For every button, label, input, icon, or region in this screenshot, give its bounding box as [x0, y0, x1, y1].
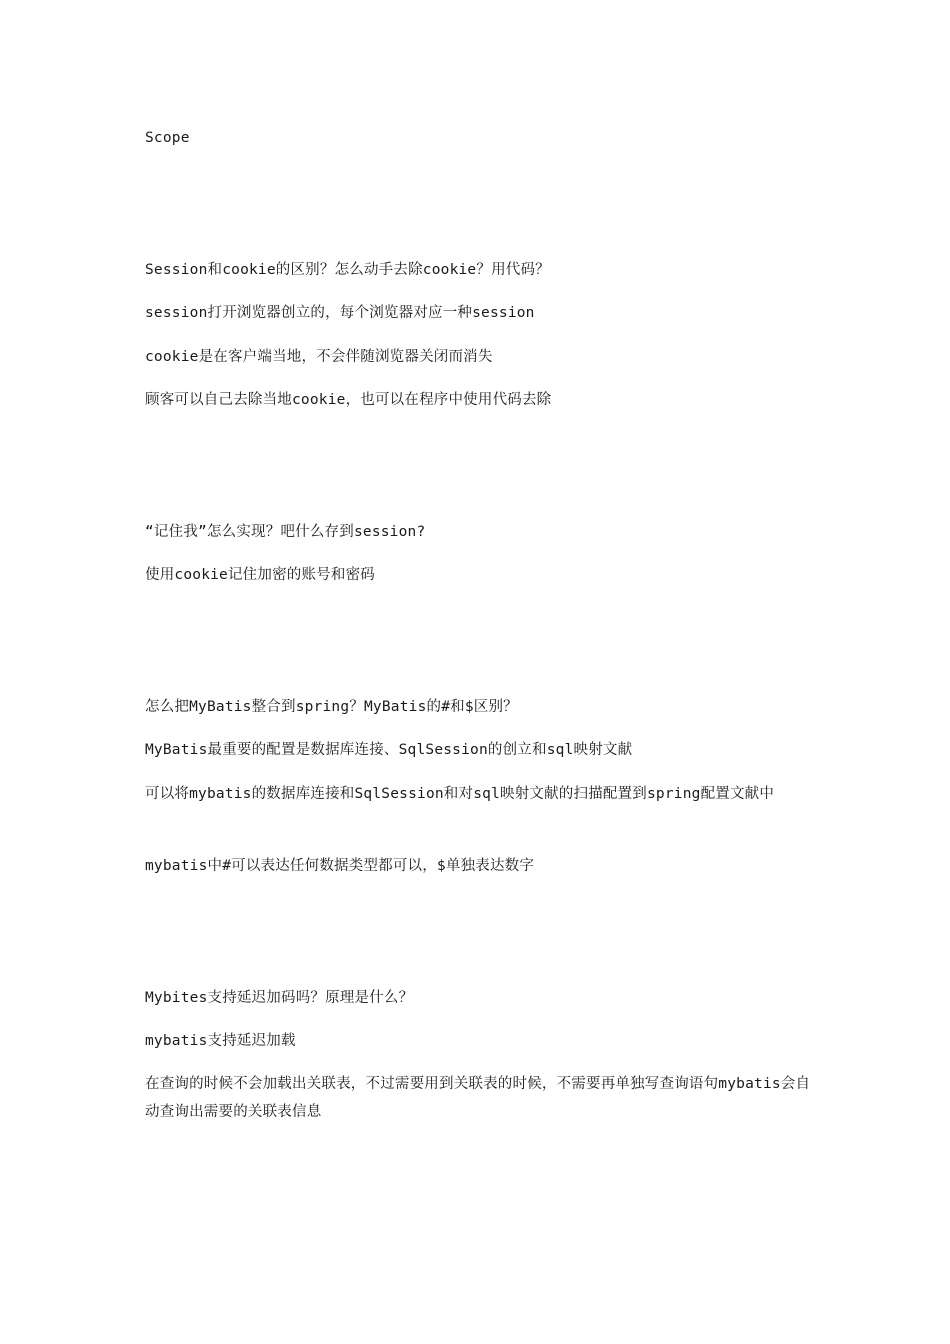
question-session-cookie: Session和cookie的区别？怎么动手去除cookie？用代码？ [145, 262, 550, 278]
answer-cookie-local: cookie是在客户端当地，不会伴随浏览器关闭而消失 [145, 349, 493, 365]
answer-mybatis-hash-dollar: mybatis中#可以表达任何数据类型都可以，$单独表达数字 [145, 858, 535, 874]
answer-session-created: session打开浏览器创立的，每个浏览器对应一种session [145, 305, 535, 321]
question-lazy-loading: Mybites支持延迟加码吗？原理是什么？ [145, 990, 414, 1006]
answer-mybatis-spring-config: 可以将mybatis的数据库连接和SqlSession和对sql映射文献的扫描配置到spring配置文献中 [145, 786, 775, 802]
scope-heading: Scope [145, 130, 190, 146]
question-mybatis-spring: 怎么把MyBatis整合到spring？MyBatis的#和$区别？ [145, 699, 518, 715]
answer-remember-me: 使用cookie记住加密的账号和密码 [145, 567, 375, 583]
answer-cookie-remove: 顾客可以自己去除当地cookie，也可以在程序中使用代码去除 [145, 392, 552, 408]
answer-mybatis-config: MyBatis最重要的配置是数据库连接、SqlSession的创立和sql映射文献 [145, 742, 633, 758]
answer-lazy-loading-detail: 在查询的时候不会加载出关联表，不过需要用到关联表的时候，不需要再单独写查询语句mybatis会自动查询出需要的关联表信息 [145, 1076, 811, 1120]
answer-lazy-loading-support: mybatis支持延迟加载 [145, 1033, 296, 1049]
question-remember-me: “记住我”怎么实现？吧什么存到session? [145, 524, 426, 540]
